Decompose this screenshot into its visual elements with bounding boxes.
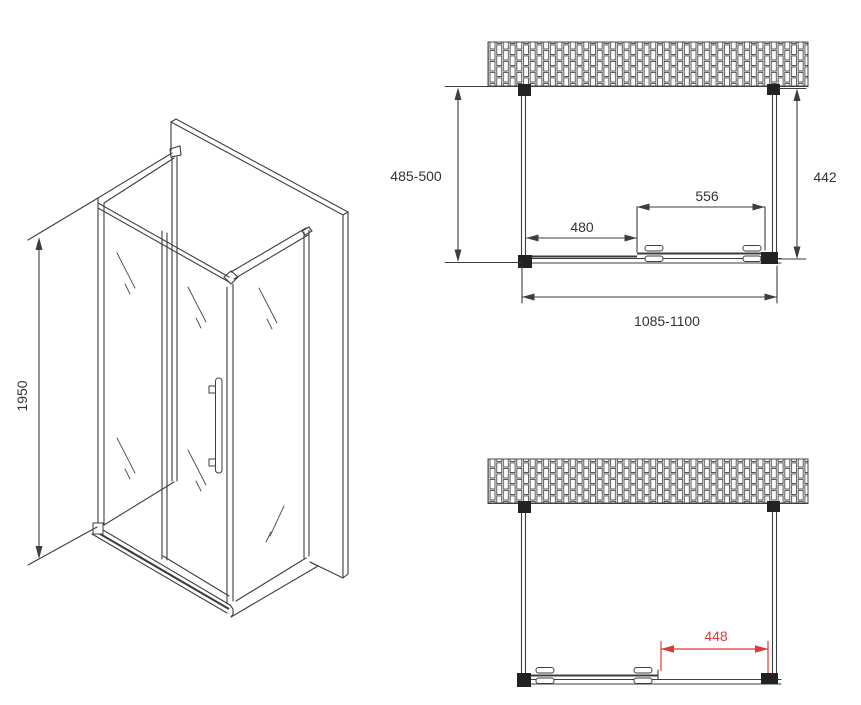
iso-height-label: 1950	[14, 380, 30, 412]
fixed-panel-label: 480	[570, 219, 594, 235]
wall-bracket-right	[767, 84, 780, 95]
iso-right-post-cap	[302, 227, 312, 235]
dim-opening-red	[661, 628, 768, 673]
inner-depth-label: 442	[813, 169, 837, 185]
dim-side-depth	[390, 88, 521, 263]
iso-glass-marks	[117, 253, 284, 542]
plan-top-profiles	[518, 84, 780, 262]
iso-back-post-cap	[170, 146, 181, 157]
total-width-label: 1085-1100	[634, 313, 700, 329]
track-end-left	[518, 255, 532, 268]
iso-left-panel	[98, 146, 181, 528]
opening-label: 448	[704, 628, 728, 644]
plan-bottom-view	[488, 459, 808, 687]
dim-inner-depth	[779, 89, 837, 260]
dim-fixed-panel	[526, 219, 637, 242]
iso-view	[14, 119, 348, 617]
wall-bracket-right	[767, 501, 780, 512]
door-width-label: 556	[695, 188, 719, 204]
plan-top-track	[518, 246, 781, 269]
iso-dimension-height	[14, 198, 98, 565]
wall-bracket-left	[518, 84, 531, 96]
door-handle	[209, 378, 222, 473]
door-stopper-right	[761, 673, 778, 684]
dim-total-width	[522, 266, 777, 329]
iso-base-tray	[92, 523, 318, 617]
plan-bottom-track	[517, 668, 781, 688]
dim-door-width	[637, 188, 765, 252]
wall-bracket-left	[518, 501, 531, 513]
wall-hatch-top	[445, 42, 808, 87]
iso-wall-slab	[171, 119, 348, 578]
door-stopper-right	[761, 252, 778, 264]
plan-top-view	[390, 42, 837, 329]
plan-bottom-profiles	[518, 501, 780, 683]
side-depth-label: 485-500	[390, 168, 442, 184]
iso-right-panel	[231, 227, 312, 601]
wall-hatch-bottom	[488, 459, 808, 504]
track-end-left	[517, 673, 531, 687]
